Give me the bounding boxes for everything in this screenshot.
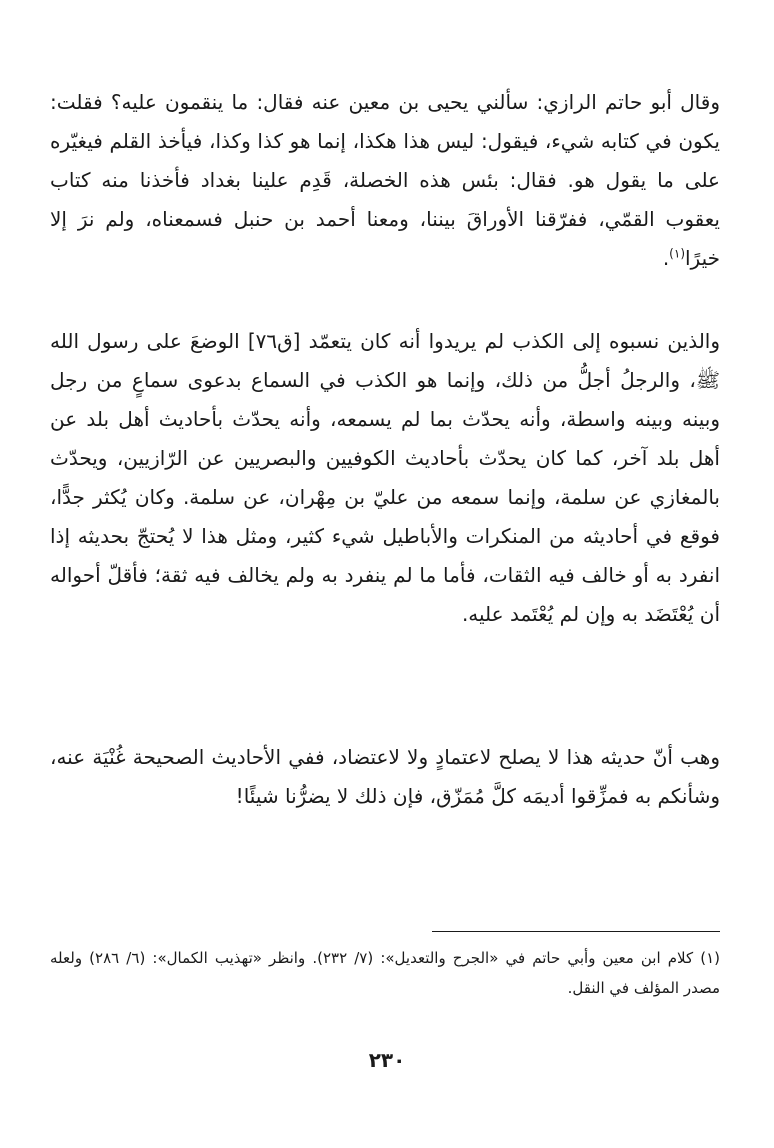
footnote-separator xyxy=(432,931,720,932)
sentence-end: . xyxy=(662,246,670,270)
page-number: ٢٣٠ xyxy=(368,1048,406,1072)
paragraph-2 xyxy=(50,322,720,634)
paragraph-1-text: وقال أبو حاتم الرازي: سألني يحيى بن معين عنه فقال: ما ينقمون عليه؟ فقلت: يكون في كتابه شيء، فيقول: ليس هذا هكذا، إنما هو كذا وكذا، فيأخذ القلم فيغيّره على ما يقول هو. فقال: بئس هذه الخصلة، قَدِم علينا بغداد فأخذنا منه كتاب يعقوب القمّي، ففرّقنا الأوراقَ بيننا، ومعنا أحمد بن حنبل فسمعناه، ولم نرَ إلا خيرًا xyxy=(50,90,720,270)
paragraph-2-text: والذين نسبوه إلى الكذب لم يريدوا أنه كان يتعمّد [ق٧٦] الوضعَ على رسول الله ﷺ، والرجلُ أجلُّ من ذلك، وإنما هو الكذب في السماع بدعوى سماعٍ من رجل وبينه وبينه واسطة، وأنه يحدّث بما لم يسمعه، وأنه يحدّث بأحاديث أهل بلد عن أهل بلد آخر، كما كان يحدّث بأحاديث الكوفيين والبصريين عن الرّازيين، ويحدّث بالمغازي عن سلمة، وإنما سمعه من عليّ بن مِهْران، عن سلمة. وكان يُكثر جدًّا، فوقع في أحاديثه من المنكرات والأباطيل شيء كثير، ومثل هذا لا يُحتجّ بحديثه إذا انفرد به أو خالف فيه الثقات، فأما ما لم ينفرد به ولم يخالف فيه ثقة؛ فأقلّ أحواله أن يُعْتَضَد به وإن لم يُعْتَمد عليه. xyxy=(50,329,720,626)
footnote-text: (١) كلام ابن معين وأبي حاتم في «الجرح والتعديل»: (٧/ ٢٣٢). وانظر «تهذيب الكمال»: (٦/ ٢٨٦) ولعله مصدر المؤلف في النقل. xyxy=(50,949,721,997)
paragraph-3 xyxy=(50,738,720,816)
footnote-reference: (١) xyxy=(669,246,685,261)
paragraph-1 xyxy=(50,83,720,278)
paragraph-3-text: وهب أنّ حديثه هذا لا يصلح لاعتمادٍ ولا لاعتضاد، ففي الأحاديث الصحيحة غُنْيَة عنه، وشأنكم به فمزِّقوا أديمَه كلَّ مُمَزّق، فإن ذلك لا يضرُّنا شيئًا! xyxy=(50,745,720,808)
footnote xyxy=(50,943,720,1003)
